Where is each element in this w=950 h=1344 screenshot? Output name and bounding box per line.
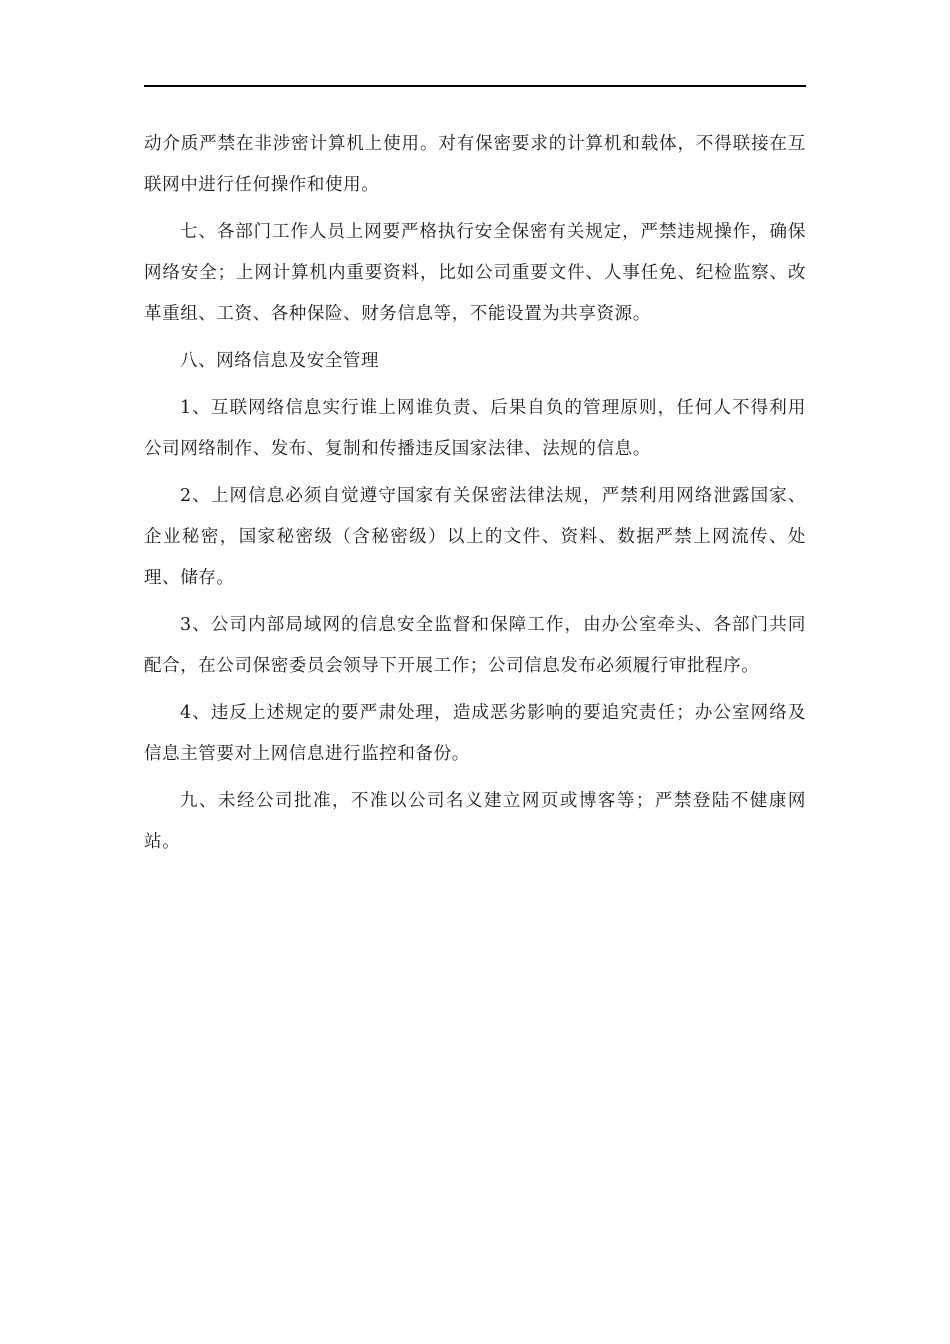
header-rule — [144, 85, 806, 87]
paragraph-section-8-heading: 八、网络信息及安全管理 — [180, 351, 380, 371]
paragraph-item-2: 2、上网信息必须自觉遵守国家有关保密法律法规，严禁利用网络泄露国家、企业秘密，国家秘密级（含秘密级）以上的文件、资料、数据严禁上网流传、处理、储存。 — [144, 486, 806, 588]
paragraph-item-3: 3、公司内部局域网的信息安全监督和保障工作，由办公室牵头、各部门共同配合，在公司保密委员会领导下开展工作；公司信息发布必须履行审批程序。 — [144, 615, 806, 676]
paragraph-item-4: 4、违反上述规定的要严肃处理，造成恶劣影响的要追究责任；办公室网络及信息主管要对上网信息进行监控和备份。 — [144, 703, 806, 764]
paragraph-continuation: 动介质严禁在非涉密计算机上使用。对有保密要求的计算机和载体，不得联接在互联网中进行任何操作和使用。 — [144, 134, 806, 195]
paragraph-section-9: 九、未经公司批准，不准以公司名义建立网页或博客等；严禁登陆不健康网站。 — [144, 791, 806, 852]
paragraph-section-7: 七、各部门工作人员上网要严格执行安全保密有关规定，严禁违规操作，确保网络安全；上网计算机内重要资料，比如公司重要文件、人事任免、纪检监察、改革重组、工资、各种保险、财务信息等，不能设置为共享资源。 — [144, 222, 806, 324]
paragraph-item-1: 1、互联网络信息实行谁上网谁负责、后果自负的管理原则，任何人不得利用公司网络制作、发布、复制和传播违反国家法律、法规的信息。 — [144, 398, 806, 459]
document-body — [144, 124, 806, 869]
